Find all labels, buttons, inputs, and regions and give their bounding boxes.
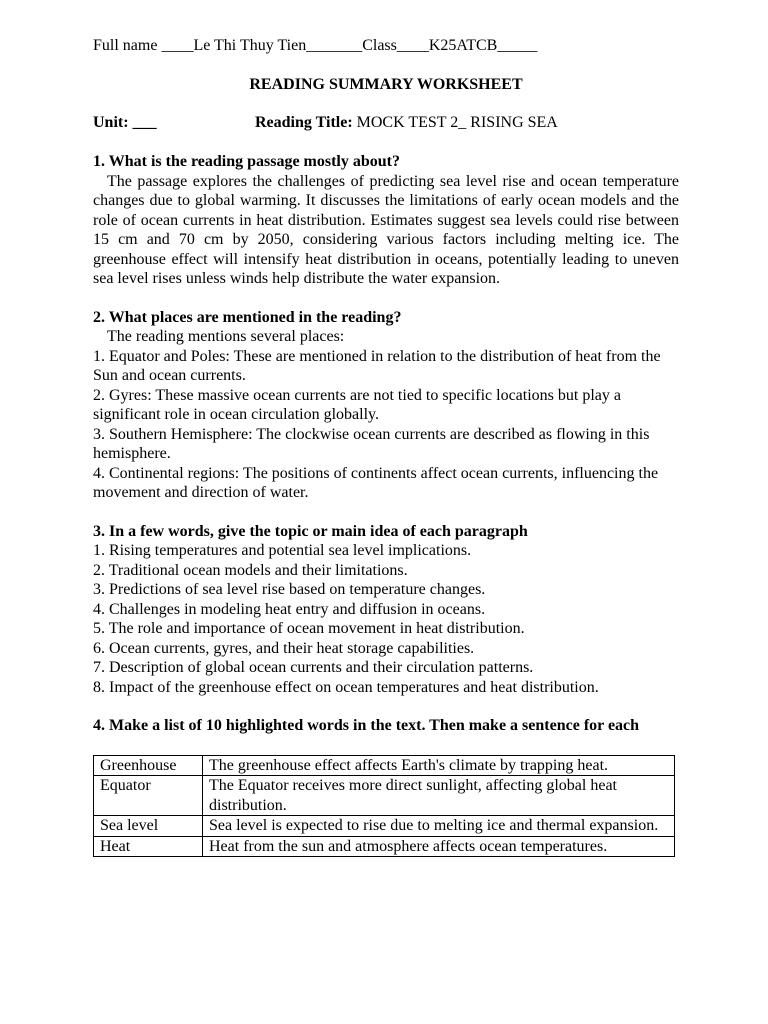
reading-title-value: MOCK TEST 2_ RISING SEA: [356, 114, 558, 131]
table-cell-sentence: Sea level is expected to rise due to melting ice and thermal expansion.: [203, 816, 675, 837]
question-3-section: [93, 522, 679, 698]
list-item: 1. Equator and Poles: These are mentioned in relation to the distribution of heat from the Sun and ocean currents.: [93, 347, 661, 384]
table-row: [94, 755, 675, 776]
table-row: [94, 836, 675, 857]
table-cell-word: Equator: [94, 776, 203, 816]
table-cell-sentence: The greenhouse effect affects Earth's climate by trapping heat.: [203, 755, 675, 776]
list-item: 3. Predictions of sea level rise based on temperature changes.: [93, 581, 486, 598]
table-cell-sentence: The Equator receives more direct sunlight, affecting global heat distribution.: [203, 776, 675, 816]
class-value: K25ATCB: [428, 37, 498, 54]
list-item: 3. Southern Hemisphere: The clockwise ocean currents are described as flowing in this hemisphere.: [93, 425, 650, 462]
class-label: Class: [362, 37, 397, 54]
reading-title-field: [255, 113, 558, 133]
unit-field: [93, 113, 157, 133]
table-row: [94, 816, 675, 837]
list-item: 8. Impact of the greenhouse effect on ocean temperatures and heat distribution.: [93, 678, 599, 696]
full-name-value: Le Thi Thuy Tien: [193, 37, 307, 54]
full-name-label: Full name: [93, 37, 158, 54]
table-cell-word: Heat: [94, 836, 203, 857]
question-4-section: [93, 716, 679, 857]
list-item: 6. Ocean currents, gyres, and their heat storage capabilities.: [93, 639, 475, 657]
question-1: 1. What is the reading passage mostly about?: [93, 153, 400, 170]
table-cell-word: Greenhouse: [94, 755, 203, 776]
list-item: 2. Traditional ocean models and their limitations.: [93, 561, 408, 579]
table-row: [94, 776, 675, 816]
question-4: 4. Make a list of 10 highlighted words in the text. Then make a sentence for each: [93, 717, 640, 734]
unit-line: [93, 113, 679, 133]
vocabulary-table: [93, 755, 675, 858]
table-cell-word: Sea level: [94, 816, 203, 837]
list-item: 2. Gyres: These massive ocean currents are not tied to specific locations but play a significant role in ocean circulation globally.: [93, 386, 621, 423]
list-item: 1. Rising temperatures and potential sea level implications.: [93, 542, 472, 559]
worksheet-page: [93, 36, 679, 857]
table-cell-sentence: Heat from the sun and atmosphere affects ocean temperatures.: [203, 836, 675, 857]
list-item: 4. Challenges in modeling heat entry and diffusion in oceans.: [93, 600, 486, 618]
question-2-section: [93, 308, 679, 503]
list-item: 5. The role and importance of ocean movement in heat distribution.: [93, 620, 525, 637]
question-3: 3. In a few words, give the topic or main idea of each paragraph: [93, 522, 528, 540]
list-item: 7. Description of global ocean currents and their circulation patterns.: [93, 659, 534, 676]
unit-label: Unit:: [93, 114, 129, 131]
header-line: Full name ____Le Thi Thuy Tien_______Class____K25ATCB_____: [93, 37, 538, 54]
list-item: 4. Continental regions: The positions of continents affect ocean currents, influencing the movement and direction of water.: [93, 464, 659, 501]
question-2: 2. What places are mentioned in the reading?: [93, 308, 402, 326]
page-title: READING SUMMARY WORKSHEET: [249, 75, 523, 93]
reading-title-label: Reading Title:: [255, 114, 353, 131]
unit-value: ___: [132, 114, 157, 131]
question-1-answer: The passage explores the challenges of predicting sea level rise and ocean temperature changes due to global warming. It discusses the limitations of early ocean models and the role of ocean currents in heat distribution. Estimates suggest sea levels could rise between 15 cm and 70 cm by 2050, considering various factors including melting ice. The greenhouse effect will intensify heat distribution in oceans, potentially leading to uneven sea level rises unless winds help distribute the water expansion.: [93, 172, 679, 287]
question-2-intro: The reading mentions several places:: [107, 328, 345, 345]
question-1-section: [93, 152, 679, 289]
